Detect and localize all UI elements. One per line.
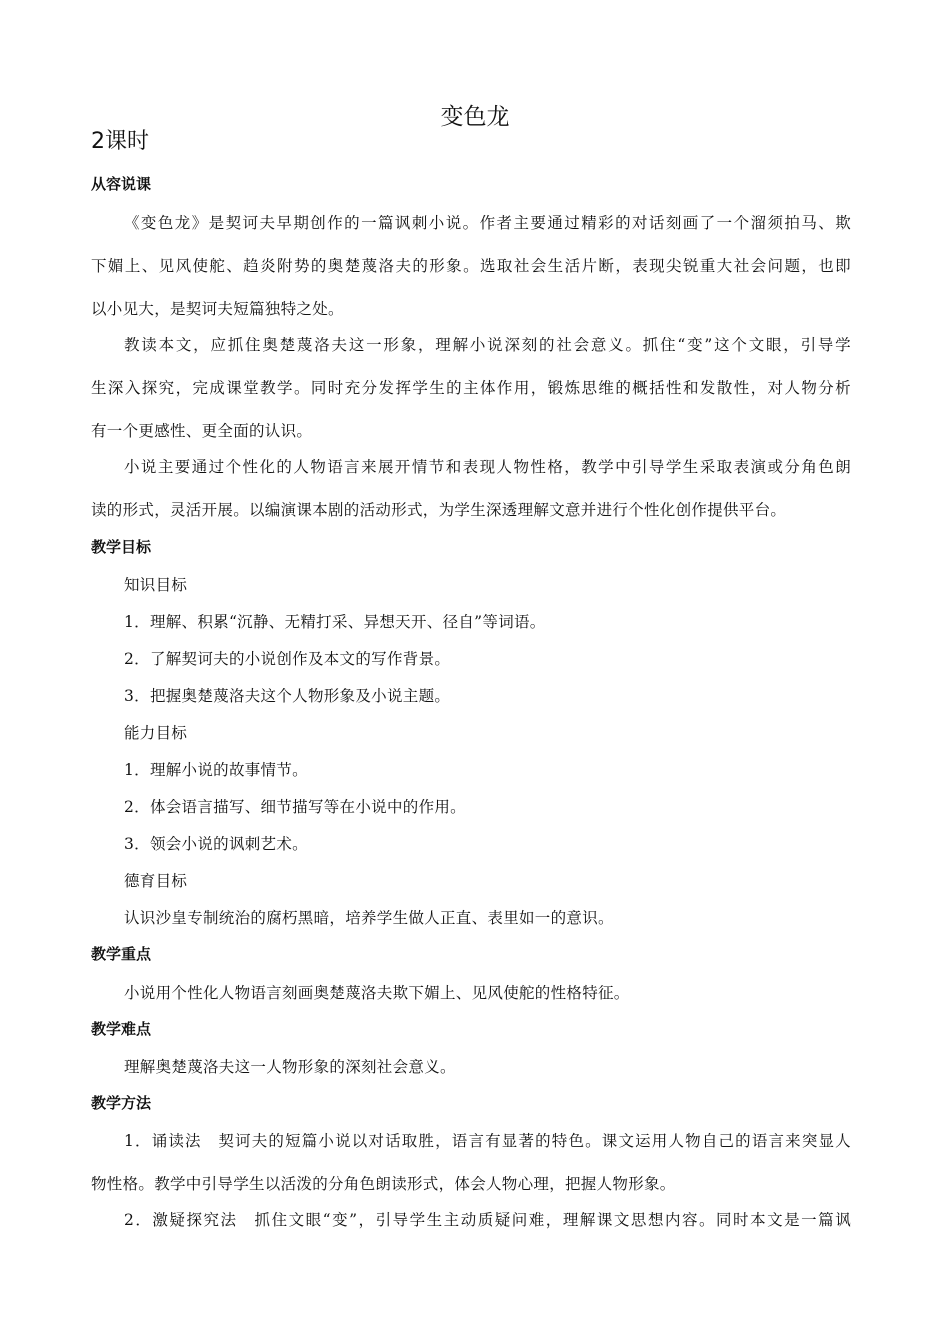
paragraph-line: 小说主要通过个性化的人物语言来展开情节和表现人物性格，教学中引导学生采取表演或分角色朗 — [124, 458, 851, 476]
paragraph-line: 教读本文，应抓住奥楚蔑洛夫这一形象，理解小说深刻的社会意义。抓住“变”这个文眼，引导学 — [124, 336, 851, 354]
list-item: 1．理解、积累“沉静、无精打采、异想天开、径自”等词语。 — [124, 613, 546, 631]
list-item: 认识沙皇专制统治的腐朽黑暗，培养学生做人正直、表里如一的意识。 — [124, 909, 614, 927]
heading-teaching-goals: 教学目标 — [91, 538, 152, 556]
paragraph-line: 1．诵读法 契诃夫的短篇小说以对话取胜，语言有显著的特色。课文运用人物自己的语言来突显人 — [124, 1132, 851, 1150]
paragraph-line: 理解奥楚蔑洛夫这一人物形象的深刻社会意义。 — [124, 1058, 456, 1076]
subheading-ability-goals: 能力目标 — [124, 724, 188, 742]
heading-teaching-focus: 教学重点 — [91, 945, 152, 963]
paragraph-line: 2．激疑探究法 抓住文眼“变”，引导学生主动质疑问难，理解课文思想内容。同时本文是一篇讽 — [124, 1211, 851, 1229]
paragraph-line: 以小见大，是契诃夫短篇独特之处。 — [91, 300, 344, 318]
paragraph-line: 小说用个性化人物语言刻画奥楚蔑洛夫欺下媚上、见风使舵的性格特征。 — [124, 984, 630, 1002]
subheading-moral-goals: 德育目标 — [124, 872, 188, 890]
lesson-hours: 2课时 — [91, 129, 149, 154]
heading-teaching-difficulty: 教学难点 — [91, 1020, 152, 1038]
list-item: 2．体会语言描写、细节描写等在小说中的作用。 — [124, 798, 466, 816]
paragraph-line: 读的形式，灵活开展。以编演课本剧的活动形式，为学生深透理解文意并进行个性化创作提供平台。 — [91, 501, 787, 519]
paragraph-line: 生深入探究，完成课堂教学。同时充分发挥学生的主体作用，锻炼思维的概括性和发散性，对人物分析 — [91, 379, 851, 397]
document-title: 变色龙 — [440, 104, 510, 130]
paragraph-line: 物性格。教学中引导学生以活泼的分角色朗读形式，体会人物心理，把握人物形象。 — [91, 1175, 676, 1193]
heading-teaching-methods: 教学方法 — [91, 1094, 152, 1112]
list-item: 1．理解小说的故事情节。 — [124, 761, 308, 779]
list-item: 3．领会小说的讽刺艺术。 — [124, 835, 308, 853]
paragraph-line: 下媚上、见风使舵、趋炎附势的奥楚蔑洛夫的形象。选取社会生活片断，表现尖锐重大社会问题，也即 — [91, 257, 851, 275]
paragraph-line: 有一个更感性、更全面的认识。 — [91, 422, 313, 440]
subheading-knowledge-goals: 知识目标 — [124, 576, 188, 594]
paragraph-line: 《变色龙》是契诃夫早期创作的一篇讽刺小说。作者主要通过精彩的对话刻画了一个溜须拍马、欺 — [124, 214, 851, 232]
heading-lesson-intro: 从容说课 — [91, 175, 152, 193]
list-item: 3．把握奥楚蔑洛夫这个人物形象及小说主题。 — [124, 687, 451, 705]
list-item: 2．了解契诃夫的小说创作及本文的写作背景。 — [124, 650, 451, 668]
